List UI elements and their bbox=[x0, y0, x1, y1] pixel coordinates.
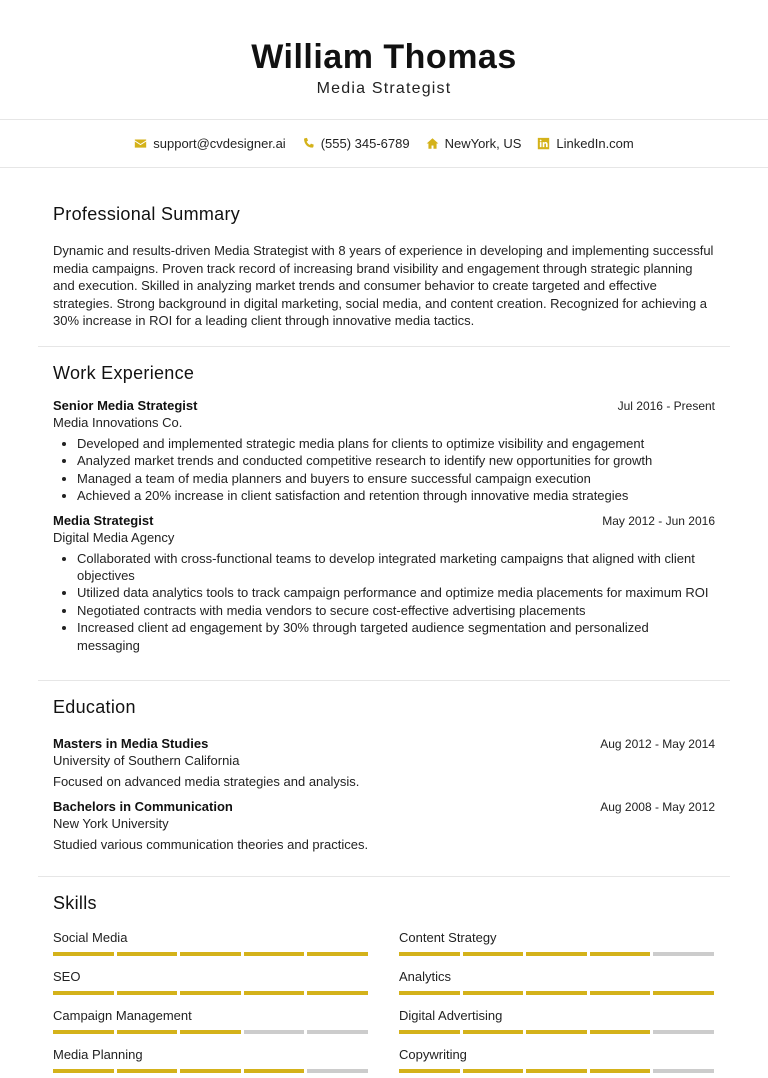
education-entry bbox=[53, 736, 715, 789]
skill-segment-empty bbox=[653, 1030, 714, 1034]
skill-name: Copywriting bbox=[399, 1047, 467, 1063]
school-name: New York University bbox=[53, 816, 169, 832]
job-entry bbox=[53, 398, 715, 505]
skill-segment-empty bbox=[307, 1069, 368, 1073]
skill-item bbox=[399, 969, 714, 995]
skill-segment-filled bbox=[463, 1069, 524, 1073]
skill-segment-filled bbox=[653, 991, 714, 995]
skill-level-bar bbox=[53, 991, 368, 995]
job-bullet: • Negotiated contracts with media vendors to secure cost-effective advertising placements bbox=[77, 602, 715, 619]
phone-icon bbox=[302, 137, 315, 150]
skill-segment-filled bbox=[590, 1069, 651, 1073]
skill-segment-filled bbox=[117, 991, 178, 995]
summary-text: Dynamic and results-driven Media Strategist with 8 years of experience in developing and implementing successful media campaigns. Proven track record of increasing brand visibility and engagement through strategic planning and execution. Skilled in analyzing market trends and consumer behavior to create targeted and effective strategies. Strong background in digital marketing, social media, and content creation. Recognized for achieving a 30% increase in ROI for a leading client through innovative media tactics. bbox=[53, 243, 714, 329]
job-bullet: • Collaborated with cross-functional teams to develop integrated marketing campaigns that aligned with client objectives bbox=[77, 550, 715, 585]
skill-segment-filled bbox=[526, 1030, 587, 1034]
skill-item bbox=[53, 930, 368, 956]
skill-segment-filled bbox=[463, 1030, 524, 1034]
skill-segment-empty bbox=[307, 1030, 368, 1034]
skills-grid bbox=[53, 930, 715, 1073]
job-bullet: • Analyzed market trends and conducted competitive research to identify new opportunities for growth bbox=[77, 452, 715, 469]
skill-segment-filled bbox=[307, 991, 368, 995]
skill-segment-empty bbox=[244, 1030, 305, 1034]
skill-segment-filled bbox=[590, 991, 651, 995]
skill-segment-filled bbox=[399, 952, 460, 956]
skill-segment-filled bbox=[526, 991, 587, 995]
skill-item bbox=[53, 1047, 368, 1073]
education-date: Aug 2012 - May 2014 bbox=[600, 737, 715, 752]
job-company: Digital Media Agency bbox=[53, 529, 175, 545]
skill-segment-filled bbox=[244, 991, 305, 995]
professional-summary-section bbox=[38, 168, 730, 347]
job-bullet: • Developed and implemented strategic media plans for clients to optimize visibility and engagement bbox=[77, 435, 715, 452]
contact-bar bbox=[0, 120, 768, 168]
skill-name: Digital Advertising bbox=[399, 1008, 503, 1024]
skill-item bbox=[53, 969, 368, 995]
skill-level-bar bbox=[399, 991, 714, 995]
skill-level-bar bbox=[399, 952, 714, 956]
skill-segment-empty bbox=[653, 1069, 714, 1073]
skill-segment-filled bbox=[180, 991, 241, 995]
home-icon bbox=[426, 137, 439, 150]
email-text: support@cvdesigner.ai bbox=[153, 136, 286, 151]
job-bullet: • Utilized data analytics tools to track campaign performance and optimize media placements for maximum ROI bbox=[77, 584, 715, 601]
job-bullet: • Managed a team of media planners and buyers to ensure successful campaign execution bbox=[77, 470, 715, 487]
education-description: Focused on advanced media strategies and analysis. bbox=[53, 774, 360, 790]
education-description: Studied various communication theories and practices. bbox=[53, 837, 369, 853]
skill-segment-filled bbox=[117, 952, 178, 956]
job-company: Media Innovations Co. bbox=[53, 414, 183, 430]
candidate-title: Media Strategist bbox=[316, 80, 452, 97]
resume-header bbox=[0, 0, 768, 120]
skill-segment-filled bbox=[244, 952, 305, 956]
skill-segment-filled bbox=[526, 1069, 587, 1073]
work-experience-section bbox=[38, 347, 730, 681]
skill-segment-filled bbox=[463, 991, 524, 995]
job-title: Media Strategist bbox=[53, 512, 154, 528]
skill-name: Analytics bbox=[399, 969, 452, 985]
skill-name: Content Strategy bbox=[399, 930, 497, 946]
skill-segment-filled bbox=[399, 991, 460, 995]
skill-segment-filled bbox=[53, 952, 114, 956]
skill-level-bar bbox=[53, 1030, 368, 1034]
candidate-name: William Thomas bbox=[251, 38, 517, 76]
education-date: Aug 2008 - May 2012 bbox=[600, 800, 715, 815]
skill-segment-empty bbox=[653, 952, 714, 956]
skills-heading: Skills bbox=[53, 893, 97, 914]
degree-title: Bachelors in Communication bbox=[53, 799, 233, 815]
skill-segment-filled bbox=[180, 1030, 241, 1034]
contact-email[interactable] bbox=[134, 136, 285, 151]
education-entry bbox=[53, 799, 715, 852]
job-bullet: • Increased client ad engagement by 30% through targeted audience segmentation and personalized messaging bbox=[77, 619, 715, 654]
school-name: University of Southern California bbox=[53, 753, 240, 769]
job-date: May 2012 - Jun 2016 bbox=[602, 513, 715, 528]
skill-segment-filled bbox=[399, 1069, 460, 1073]
skills-section bbox=[38, 877, 730, 1073]
contact-phone[interactable] bbox=[302, 136, 410, 151]
skill-segment-filled bbox=[53, 1030, 114, 1034]
summary-heading: Professional Summary bbox=[53, 204, 241, 224]
education-heading: Education bbox=[53, 697, 136, 718]
skill-item bbox=[399, 1008, 714, 1034]
contact-linkedin[interactable] bbox=[537, 136, 633, 151]
skill-segment-filled bbox=[526, 952, 587, 956]
skill-name: Social Media bbox=[53, 930, 128, 946]
skill-level-bar bbox=[399, 1030, 714, 1034]
education-section bbox=[38, 681, 730, 877]
skill-segment-filled bbox=[180, 952, 241, 956]
skill-segment-filled bbox=[590, 1030, 651, 1034]
skill-item bbox=[53, 1008, 368, 1034]
skill-segment-filled bbox=[463, 952, 524, 956]
skill-segment-filled bbox=[307, 952, 368, 956]
job-title: Senior Media Strategist bbox=[53, 397, 198, 413]
contact-location bbox=[426, 136, 522, 151]
envelope-icon bbox=[134, 137, 147, 150]
job-bullets bbox=[53, 435, 715, 505]
skill-name: SEO bbox=[53, 969, 81, 985]
skill-item bbox=[399, 930, 714, 956]
phone-text: (555) 345-6789 bbox=[320, 136, 410, 151]
work-heading: Work Experience bbox=[53, 362, 195, 383]
skill-segment-filled bbox=[180, 1069, 241, 1073]
skill-level-bar bbox=[53, 952, 368, 956]
skill-level-bar bbox=[399, 1069, 714, 1073]
job-bullets bbox=[53, 550, 715, 654]
skill-level-bar bbox=[53, 1069, 368, 1073]
skill-segment-filled bbox=[244, 1069, 305, 1073]
skill-name: Media Planning bbox=[53, 1047, 143, 1063]
skill-segment-filled bbox=[53, 991, 114, 995]
skill-segment-filled bbox=[117, 1030, 178, 1034]
job-entry bbox=[53, 513, 715, 654]
skill-segment-filled bbox=[590, 952, 651, 956]
job-bullet: • Achieved a 20% increase in client satisfaction and retention through innovative media strategies bbox=[77, 487, 715, 504]
skill-name: Campaign Management bbox=[53, 1008, 192, 1024]
skill-item bbox=[399, 1047, 714, 1073]
skill-segment-filled bbox=[117, 1069, 178, 1073]
skill-segment-filled bbox=[399, 1030, 460, 1034]
linkedin-text: LinkedIn.com bbox=[556, 136, 634, 151]
skill-segment-filled bbox=[53, 1069, 114, 1073]
location-text: NewYork, US bbox=[444, 136, 522, 151]
degree-title: Masters in Media Studies bbox=[53, 736, 209, 752]
job-date: Jul 2016 - Present bbox=[617, 398, 715, 413]
linkedin-icon bbox=[537, 137, 550, 150]
